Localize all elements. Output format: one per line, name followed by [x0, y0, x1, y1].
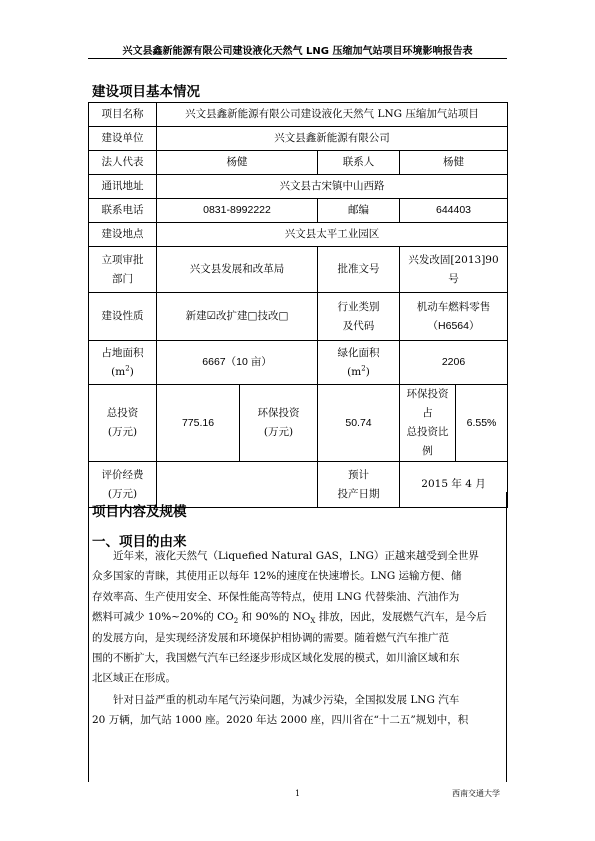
header-rule [88, 58, 507, 59]
value-approval-dept: 兴文县发展和改革局 [157, 247, 318, 293]
label-total-investment [89, 385, 157, 462]
row-area [89, 341, 508, 385]
label-approval-dept-line1: 立项审批 [101, 253, 144, 266]
paragraph-1-line-7: 北区域正在形成。 [92, 672, 176, 685]
label-green [318, 341, 400, 385]
label-green-close: ) [365, 365, 370, 378]
section-title-basic-info: 建设项目基本情况 [92, 84, 200, 100]
value-env-ratio: 6.55% [456, 385, 508, 462]
label-eval-fee-line1: 评价经费 [101, 468, 144, 481]
label-industry-line1: 行业类别 [337, 300, 380, 313]
paragraph-1-line-4 [92, 607, 502, 627]
row-unit [89, 127, 508, 151]
label-nature: 建设性质 [89, 293, 157, 341]
row-nature [89, 293, 508, 341]
value-unit: 兴文县鑫新能源有限公司 [157, 127, 508, 151]
label-unit: 建设单位 [89, 127, 157, 151]
paragraph-lng-background [92, 546, 502, 689]
row-approval [89, 247, 508, 293]
value-contact: 杨健 [400, 151, 508, 175]
row-location [89, 223, 508, 247]
row-project-name [89, 103, 508, 127]
value-total-investment: 775.16 [157, 385, 240, 462]
label-approval-dept-line2: 部门 [112, 272, 133, 285]
label-start-date-line1: 预计 [348, 468, 369, 481]
value-green: 2206 [400, 341, 508, 385]
label-approval-no: 批准文号 [318, 247, 400, 293]
project-info-table [88, 102, 508, 508]
value-env-investment: 50.74 [318, 385, 400, 462]
label-area-line1: 占地面积 [101, 346, 144, 359]
value-project-name: 兴文县鑫新能源有限公司建设液化天然气 LNG 压缩加气站项目 [157, 103, 508, 127]
paragraph-1-line-3: 存效率高、生产使用安全、环保性能高等特点，使用 LNG 代替柴油、汽油作为 [92, 590, 460, 603]
label-contact: 联系人 [318, 151, 400, 175]
label-address: 通讯地址 [89, 175, 157, 199]
paragraph-1-line-2: 众多国家的青睐，其使用正以每年 12%的速度在快速增长。LNG 运输方便、储 [92, 570, 462, 583]
subsection-title-origin: 一、项目的由来 [92, 534, 187, 550]
label-env-ratio-line2: 总投资比例 [406, 426, 449, 457]
label-green-line2 [320, 363, 397, 382]
label-total-investment-line1: 总投资 [106, 407, 139, 419]
value-nature: 新建☑改扩建□技改□ [157, 293, 318, 341]
label-green-unit: (m [347, 365, 362, 378]
label-approval-dept [89, 247, 157, 293]
paragraph-2-line-1: 针对日益严重的机动车尾气污染问题，为减少污染，全国拟发展 LNG 汽车 [113, 694, 460, 706]
paragraph-1-line-5: 的发展方向，是实现经济发展和环境保护相协调的需要。随着燃气汽车推广范 [92, 631, 449, 644]
document-header-title: 兴文县鑫新能源有限公司建设液化天然气 LNG 压缩加气站项目环境影响报告表 [122, 46, 473, 57]
paragraph-1-line-4-c: 和 90%的 NO [238, 611, 311, 624]
label-area-close: ) [129, 365, 134, 378]
label-env-ratio-line1: 环保投资占 [406, 388, 449, 419]
value-start-date: 2015 年 4 月 [400, 462, 508, 508]
label-project-name: 项目名称 [89, 103, 157, 127]
paragraph-1-line-4-e: 排放，因此，发展燃气汽车，是今后 [315, 611, 487, 624]
page-number: 1 [294, 789, 301, 798]
paragraph-1-co2-sub: 2 [233, 617, 239, 626]
label-legal-rep: 法人代表 [89, 151, 157, 175]
label-total-investment-line2: (万元) [107, 426, 138, 438]
label-start-date-line2: 投产日期 [337, 487, 380, 500]
footer-university: 西南交通大学 [452, 789, 500, 798]
label-postcode: 邮编 [318, 199, 400, 223]
value-area: 6667（10 亩） [157, 341, 318, 385]
value-industry [400, 293, 508, 341]
label-industry-line2: 及代码 [342, 319, 375, 332]
value-postcode: 644403 [400, 199, 508, 223]
label-location: 建设地点 [89, 223, 157, 247]
row-phone [89, 199, 508, 223]
row-investment [89, 385, 508, 462]
paragraph-policy [92, 690, 502, 731]
label-eval-fee-line2: (万元) [107, 487, 138, 500]
label-area [89, 341, 157, 385]
paragraph-1-nox-sub: X [310, 617, 316, 626]
value-legal-rep: 杨健 [157, 151, 318, 175]
label-env-investment-line2: (万元) [263, 426, 294, 438]
paragraph-1-line-4-a: 燃料可减少 10%~20%的 CO [92, 611, 234, 624]
label-green-line1: 绿化面积 [337, 346, 380, 359]
label-env-investment [240, 385, 318, 462]
label-env-investment-line1: 环保投资 [257, 407, 300, 419]
value-approval-no: 兴发改固[2013]90 号 [400, 247, 508, 293]
value-industry-line2: （H6564） [427, 319, 480, 332]
value-industry-line1: 机动车燃料零售 [416, 300, 491, 313]
paragraph-2-line-2: 20 万辆，加气站 1000 座。2020 年达 2000 座，四川省在“十二五”规划中，积 [92, 714, 469, 727]
value-location: 兴文县太平工业园区 [157, 223, 508, 247]
label-area-line2 [91, 363, 154, 382]
label-green-sup: 2 [361, 364, 366, 372]
paragraph-1-line-6: 围的不断扩大，我国燃气汽车已经逐步形成区域化发展的模式，如川渝区域和东 [92, 652, 460, 665]
label-env-ratio [400, 385, 456, 462]
value-address: 兴文县古宋镇中山西路 [157, 175, 508, 199]
label-area-sup: 2 [125, 364, 130, 372]
row-legal-rep [89, 151, 508, 175]
value-phone: 0831-8992222 [157, 199, 318, 223]
label-phone: 联系电话 [89, 199, 157, 223]
label-area-unit: (m [111, 365, 126, 378]
label-industry [318, 293, 400, 341]
section-title-content-scale: 项目内容及规模 [92, 504, 187, 520]
row-address [89, 175, 508, 199]
paragraph-1-line-1: 近年来，液化天然气（Liquefied Natural GAS，LNG）正越来越受到全世界 [113, 550, 479, 562]
